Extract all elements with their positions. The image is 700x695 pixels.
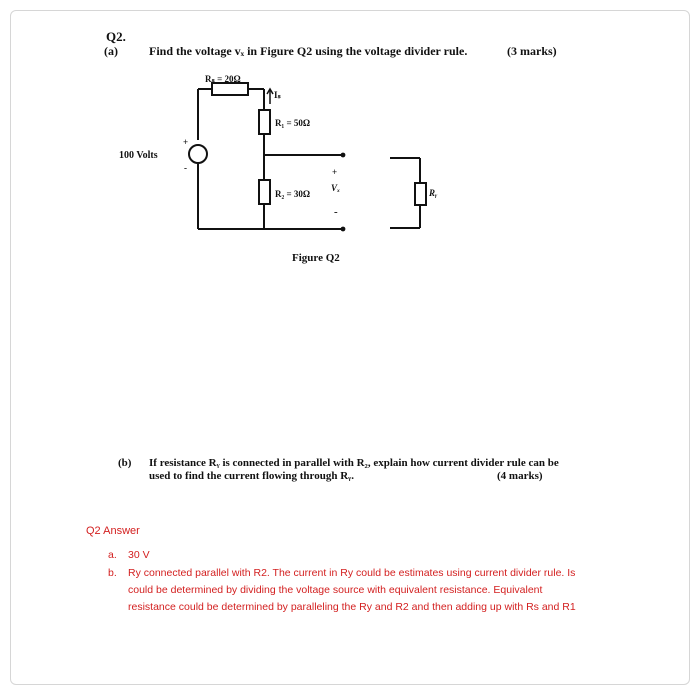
part-a-marks: (3 marks) xyxy=(507,44,557,58)
part-b-label: (b) xyxy=(118,457,132,469)
vx-plus: + xyxy=(332,167,338,177)
source-plus: + xyxy=(183,137,189,147)
answer-a-marker: a. xyxy=(108,549,117,561)
part-b-question-line1: If resistance Rᵧ is connected in parallel with R₂, explain how current divider rule can be xyxy=(149,457,559,469)
source-label: 100 Volts xyxy=(119,150,158,161)
is-label: Iₛ xyxy=(274,90,281,100)
answer-b-line1: Ry connected parallel with R2. The current in Ry could be estimates using current divider rule. Is xyxy=(128,567,576,579)
part-a-question: Find the voltage vₓ in Figure Q2 using the voltage divider rule. xyxy=(149,44,468,58)
answer-b-marker: b. xyxy=(108,567,117,579)
resistor-rs xyxy=(212,83,248,95)
resistor-r1 xyxy=(259,110,270,134)
answer-b-line2: could be determined by dividing the voltage source with equivalent resistance. Equivalent xyxy=(128,584,543,596)
terminal-bottom xyxy=(341,227,346,232)
answer-title: Q2 Answer xyxy=(86,525,140,537)
question-number: Q2. xyxy=(106,29,126,44)
answer-a-text: 30 V xyxy=(128,549,150,561)
part-b-question-line2: used to find the current flowing through Rᵧ. xyxy=(149,470,354,482)
r1-label: R₁ = 50Ω xyxy=(275,118,311,128)
vx-minus: - xyxy=(334,206,338,218)
r2-label: R₂ = 30Ω xyxy=(275,189,311,199)
vx-label: Vₓ xyxy=(331,183,341,193)
resistor-r2 xyxy=(259,180,270,204)
part-b-marks: (4 marks) xyxy=(497,470,543,482)
resistor-ry xyxy=(415,183,426,205)
part-a-label: (a) xyxy=(104,44,118,58)
answer-b-line3: resistance could be determined by paralleling the Ry and R2 and then adding up with Rs and R1 xyxy=(128,601,576,613)
rs-label: Rₛ = 20Ω xyxy=(205,74,241,84)
ry-label: Rᵧ xyxy=(429,188,438,198)
voltage-source xyxy=(189,145,207,163)
figure-caption: Figure Q2 xyxy=(292,252,340,264)
source-minus: - xyxy=(184,163,187,173)
terminal-top xyxy=(341,153,346,158)
